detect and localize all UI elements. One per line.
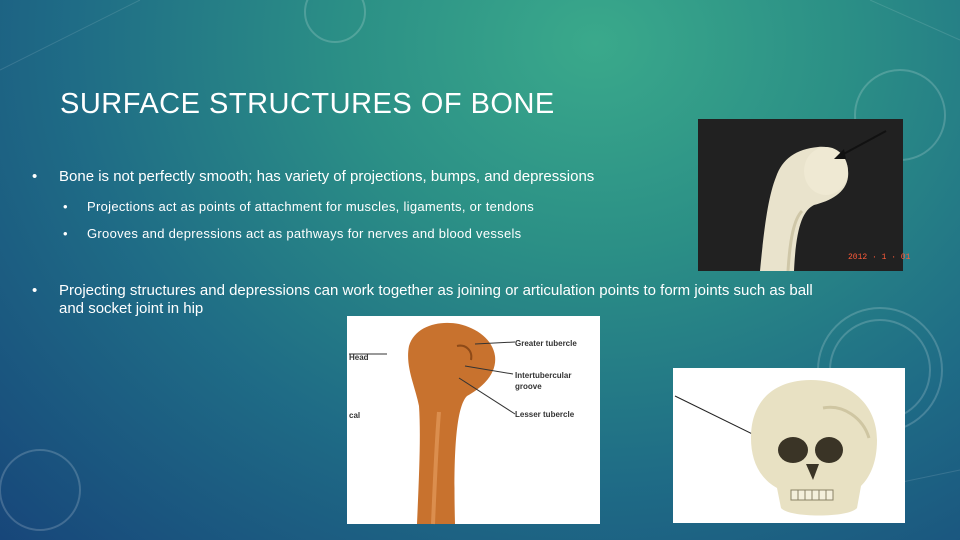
label-intertubercular: Intertubercular [515, 371, 572, 380]
bullet-marker: • [32, 282, 38, 299]
label-cal: cal [349, 411, 361, 420]
bullet-text: Bone is not perfectly smooth; has variety of projections, bumps, and depressions [59, 168, 595, 185]
femur-head-photo [698, 119, 911, 271]
bullet-text: Projecting structures and depressions can work together as joining or articulation points to form joints such as ball and socket joint in hip [59, 282, 813, 317]
sub-bullet-text: Projections act as points of attachment for muscles, ligaments, or tendons [87, 199, 535, 214]
slide-title: SURFACE STRUCTURES OF BONE [60, 88, 555, 120]
bullet-marker: • [32, 168, 38, 185]
sub-bullet-marker: • [63, 199, 68, 214]
sub-bullet-text: Grooves and depressions act as pathways for nerves and blood vessels [87, 226, 522, 241]
humerus-diagram [347, 316, 600, 524]
skull-photo [673, 368, 905, 523]
label-head: Head [349, 353, 369, 362]
photo-date-stamp: 2012 · 1 · 01 [848, 253, 911, 262]
label-greater-tubercle: Greater tubercle [515, 339, 577, 348]
label-lesser-tubercle: Lesser tubercle [515, 410, 575, 419]
label-groove: groove [515, 382, 542, 391]
sub-bullet-marker: • [63, 226, 68, 241]
